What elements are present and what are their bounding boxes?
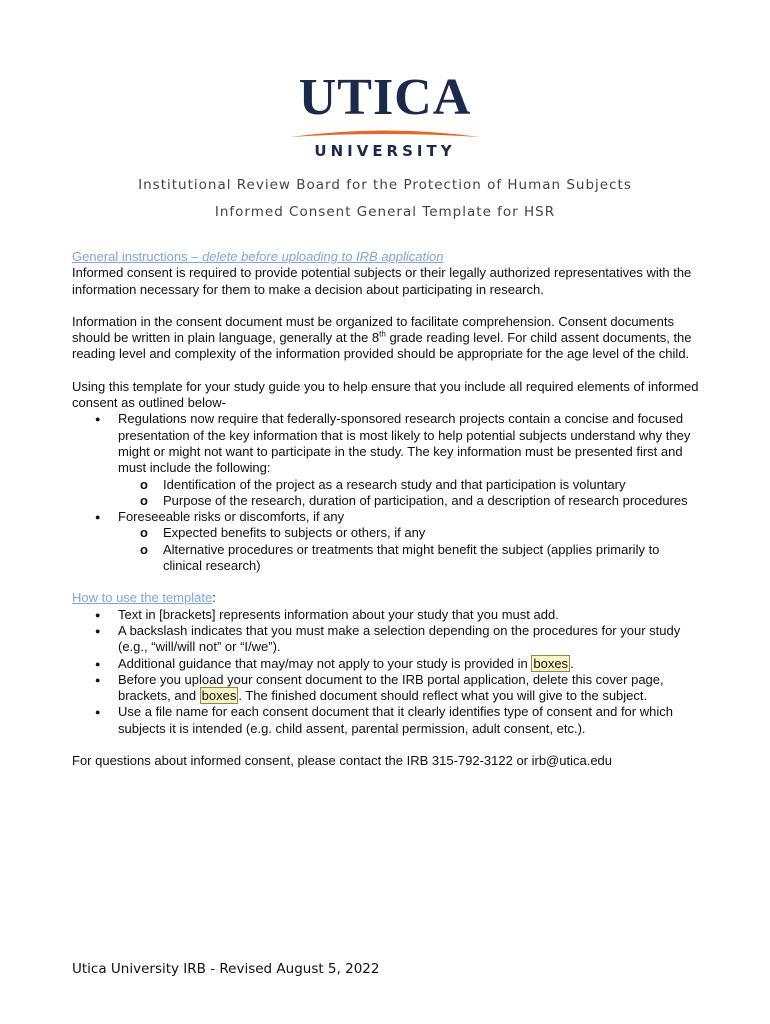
- list-item: o Identification of the project as a research study and that participation is voluntary: [140, 476, 626, 492]
- required-elements-list: [72, 411, 702, 574]
- sub-bullet-icon: o: [140, 492, 148, 508]
- logo-subtitle: UNIVERSITY: [314, 142, 456, 160]
- document-title-line1: Institutional Review Board for the Protection of Human Subjects: [138, 177, 632, 193]
- paragraph-organization: Information in the consent document must be organized to facilitate comprehension. Consent documents should be written in plain language, generally at the 8th grade reading level. For child assent documents, the reading level and complexity of the information provided should be appropriate for the age level of the child.: [72, 313, 692, 362]
- paragraph-informed-consent: Informed consent is required to provide potential subjects or their legally authorized representatives with the information necessary for them to make a decision about participating in research.: [72, 265, 692, 297]
- list-item: o Purpose of the research, duration of participation, and a description of research procedures: [140, 492, 688, 508]
- bullet-icon: ●: [95, 707, 101, 718]
- guidance-box: boxes: [533, 655, 569, 671]
- logo-wordmark: UTICA: [298, 69, 472, 126]
- bullet-icon: ●: [95, 414, 101, 425]
- bullet-icon: ●: [95, 674, 101, 685]
- bullet-icon: ●: [95, 658, 101, 669]
- logo-swoosh: [290, 128, 480, 138]
- list-item: ● Additional guidance that may/may not apply to your study is provided in boxes .: [95, 655, 574, 671]
- guidance-box: boxes: [201, 688, 237, 704]
- list-item: ● Use a file name for each consent document that it clearly identifies type of consent and for which subjects it is intended (e.g. child assent, parental permission, adult consent, etc.).: [95, 704, 673, 736]
- paragraph-template-usage: Using this template for your study guide you to help ensure that you include all required elements of informed consent as outlined below-: [72, 378, 699, 411]
- bullet-icon: ●: [95, 609, 101, 620]
- sub-bullet-icon: o: [140, 525, 148, 541]
- contact-line: For questions about informed consent, please contact the IRB 315-792-3122 or irb@utica.edu: [72, 753, 613, 769]
- list-item: ● Text in [brackets] represents information about your study that you must add.: [95, 606, 559, 622]
- sub-bullet-icon: o: [140, 476, 148, 492]
- utica-logo: [0, 70, 770, 160]
- general-instructions-heading[interactable]: General instructions – delete before uploading to IRB application: [72, 249, 444, 264]
- bullet-icon: ●: [95, 625, 101, 636]
- list-item: ● Before you upload your consent document to the IRB portal application, delete this cover page, brackets, and boxes . The finished document should reflect what you will give to the subject.: [95, 671, 664, 704]
- bullet-icon: ●: [95, 512, 101, 523]
- list-item: o Expected benefits to subjects or others, if any: [140, 525, 426, 541]
- list-item: ● Regulations now require that federally-sponsored research projects contain a concise and focused presentation of the key information that is most likely to help potential subjects understand why they might or might not want to participate in the study. The key information must be presented first and must include the following: o Identification of the project as a research study and that participation is voluntary o Purpose of the research, duration of participation, and a description of research procedures: [118, 411, 702, 509]
- page-footer: Utica University IRB - Revised August 5, 2022: [72, 961, 380, 977]
- document-title-line2: Informed Consent General Template for HSR: [214, 204, 556, 220]
- document-body: [72, 249, 702, 769]
- sub-bullet-icon: o: [140, 541, 148, 557]
- how-to-list: [72, 607, 702, 737]
- list-item: ● Foreseeable risks or discomforts, if any o Expected benefits to subjects or others, if any o Alternative procedures or treatments that might benefit the subject (applies primarily to clinical research): [118, 509, 702, 574]
- list-item: ● A backslash indicates that you must make a selection depending on the procedures for your study (e.g., “will/will not” or “I/we”).: [95, 622, 681, 655]
- how-to-heading[interactable]: How to use the template:: [72, 590, 216, 606]
- list-item: o Alternative procedures or treatments that might benefit the subject (applies primarily to clinical research): [140, 541, 660, 574]
